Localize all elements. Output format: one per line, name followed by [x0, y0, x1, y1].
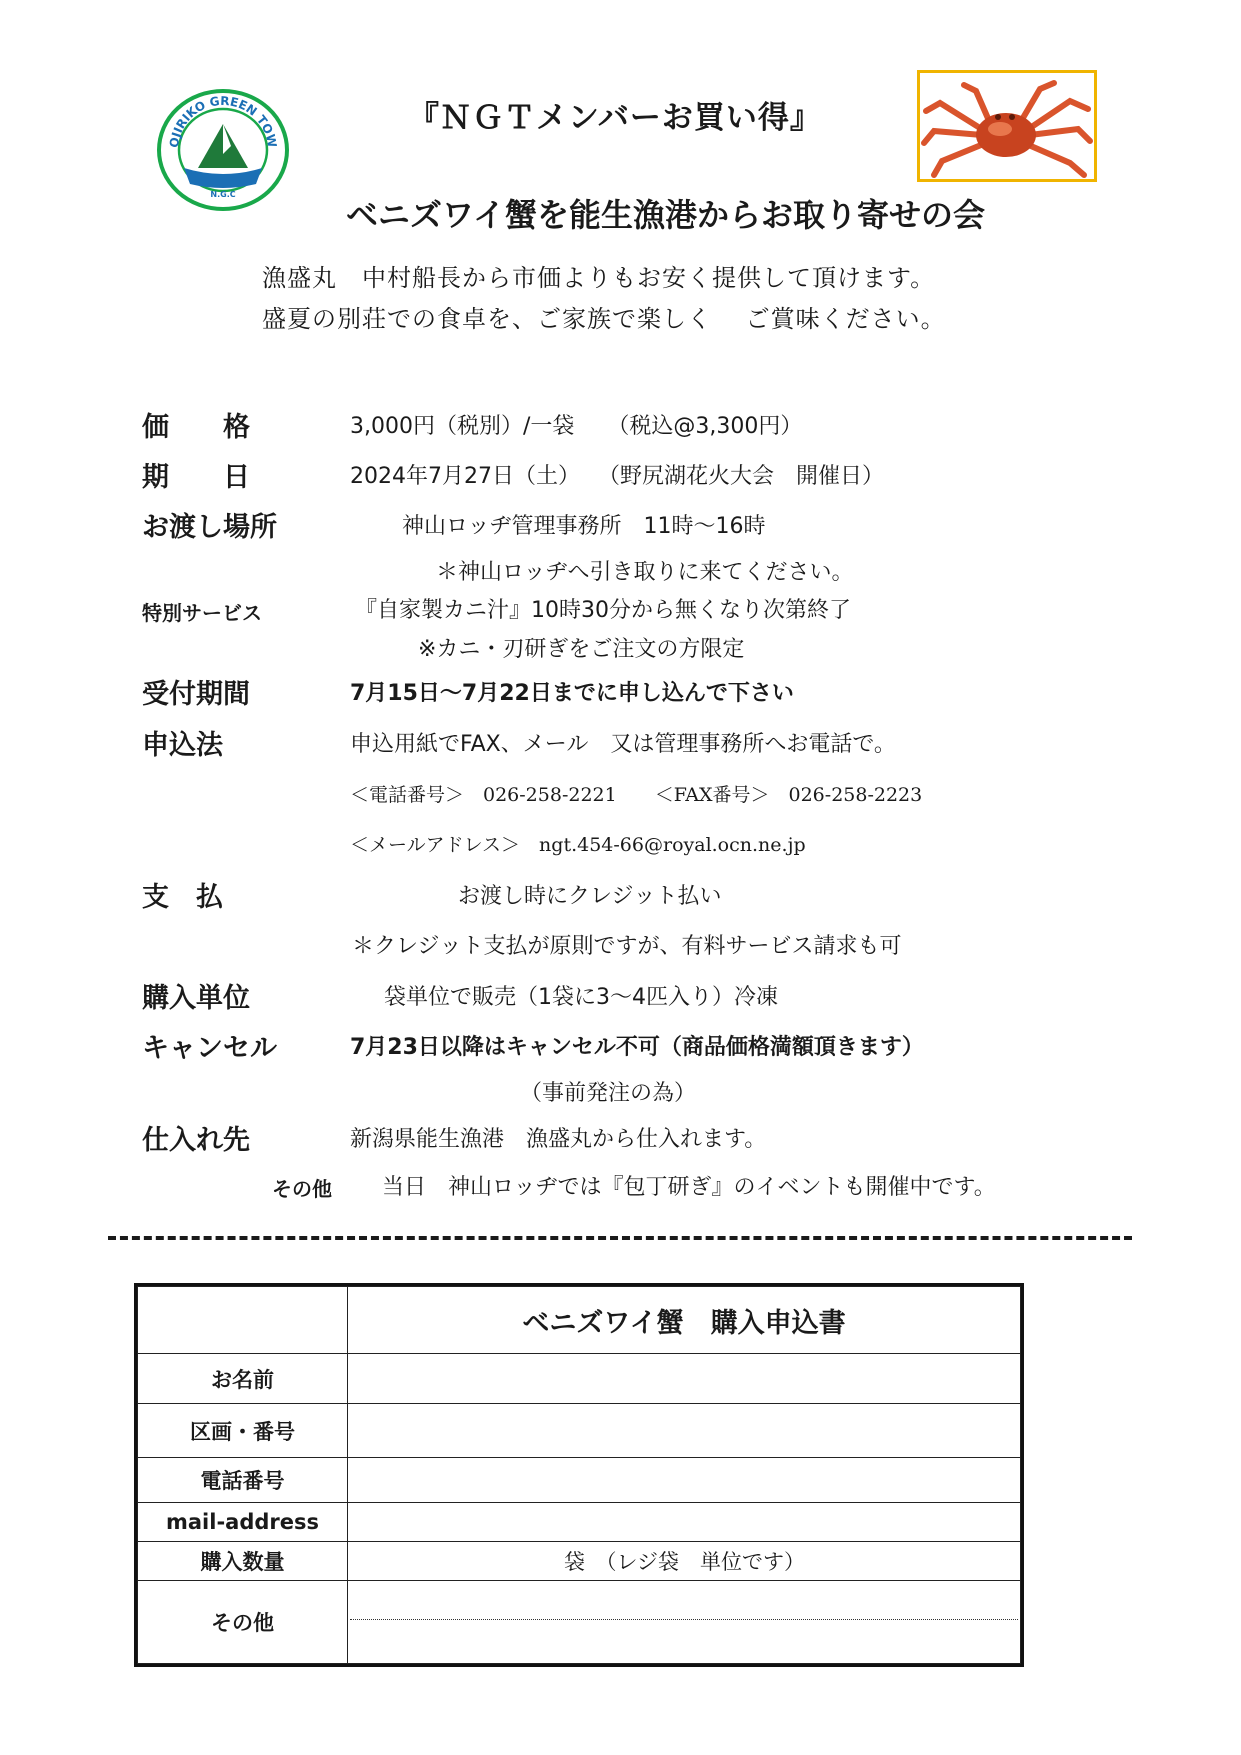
cut-line [108, 1236, 1132, 1240]
payment-value: お渡し時にクレジット払い [458, 884, 722, 909]
service-label: 特別サービス [142, 601, 262, 625]
place-note: ＊神山ロッヂへ引き取りに来てください。 [436, 560, 854, 585]
other-value: 当日 神山ロッヂでは『包丁研ぎ』のイベントも開催中です。 [382, 1175, 996, 1200]
name-label: お名前 [138, 1354, 348, 1404]
form-title: ベニズワイ蟹 購入申込書 [348, 1287, 1021, 1354]
logo-initials: N.G.C [210, 190, 236, 199]
place-label: お渡し場所 [142, 512, 277, 543]
supplier-value: 新潟県能生漁港 漁盛丸から仕入れます。 [350, 1127, 767, 1152]
intro-line-2: 盛夏の別荘での食卓を、ご家族で楽しく ご賞味ください。 [262, 305, 946, 333]
quantity-hint: 袋 （レジ袋 単位です） [564, 1550, 805, 1574]
other-label: その他 [272, 1177, 332, 1201]
quantity-label: 購入数量 [138, 1542, 348, 1581]
price-label: 価 格 [142, 412, 250, 443]
unit-label: 購入単位 [142, 983, 250, 1014]
lot-number-label: 区画・番号 [138, 1404, 348, 1458]
page-subtitle: ベニズワイ蟹を能生漁港からお取り寄せの会 [346, 196, 986, 234]
form-corner-cell [138, 1287, 348, 1354]
crab-photo [917, 70, 1097, 182]
service-value: 『自家製カニ汁』10時30分から無くなり次第終了 [355, 598, 851, 623]
form-other-field[interactable] [348, 1581, 1021, 1664]
logo-arc-text: OJIRIKO GREEN TOW [166, 93, 280, 149]
page-title: 『ＮＧＴメンバーお買い得』 [408, 100, 822, 136]
phone-label: 電話番号 [138, 1458, 348, 1503]
phone-field[interactable] [348, 1458, 1021, 1503]
mail-address-line: ＜メールアドレス＞ ngt.454-66@royal.ocn.ne.jp [350, 834, 806, 856]
date-value: 2024年7月27日（土） （野尻湖花火大会 開催日） [350, 464, 884, 489]
phone-fax-line: ＜電話番号＞ 026-258-2221 ＜FAX番号＞ 026-258-2223 [350, 784, 923, 806]
supplier-label: 仕入れ先 [142, 1125, 250, 1156]
payment-note: ＊クレジット支払が原則ですが、有料サービス請求も可 [352, 934, 902, 959]
payment-label: 支 払 [142, 882, 223, 913]
dotted-divider [350, 1619, 1018, 1620]
intro-line-1: 漁盛丸 中村船長から市価よりもお安く提供して頂けます。 [262, 264, 936, 292]
quantity-field[interactable] [348, 1542, 1021, 1581]
nojiriko-green-town-logo [156, 88, 290, 212]
period-value: 7月15日〜7月22日までに申し込んで下さい [350, 681, 794, 706]
place-value: 神山ロッヂ管理事務所 11時〜16時 [402, 514, 766, 539]
service-note: ※カニ・刃研ぎをご注文の方限定 [418, 637, 745, 662]
form-other-label: その他 [138, 1581, 348, 1664]
apply-label: 申込法 [142, 730, 223, 761]
date-label: 期 日 [142, 462, 250, 493]
name-field[interactable] [348, 1354, 1021, 1404]
lot-number-field[interactable] [348, 1404, 1021, 1458]
cancel-note: （事前発注の為） [520, 1081, 697, 1106]
period-label: 受付期間 [142, 679, 250, 710]
price-value: 3,000円（税別）/一袋 （税込@3,300円） [350, 414, 803, 439]
cancel-label: キャンセル [142, 1033, 277, 1064]
unit-value: 袋単位で販売（1袋に3〜4匹入り）冷凍 [384, 985, 778, 1010]
cancel-value: 7月23日以降はキャンセル不可（商品価格満額頂きます） [350, 1035, 924, 1060]
mail-field[interactable] [348, 1503, 1021, 1542]
application-form [134, 1283, 1024, 1667]
mail-label: mail-address [138, 1503, 348, 1542]
apply-value: 申込用紙でFAX、メール 又は管理事務所へお電話で。 [350, 732, 896, 757]
